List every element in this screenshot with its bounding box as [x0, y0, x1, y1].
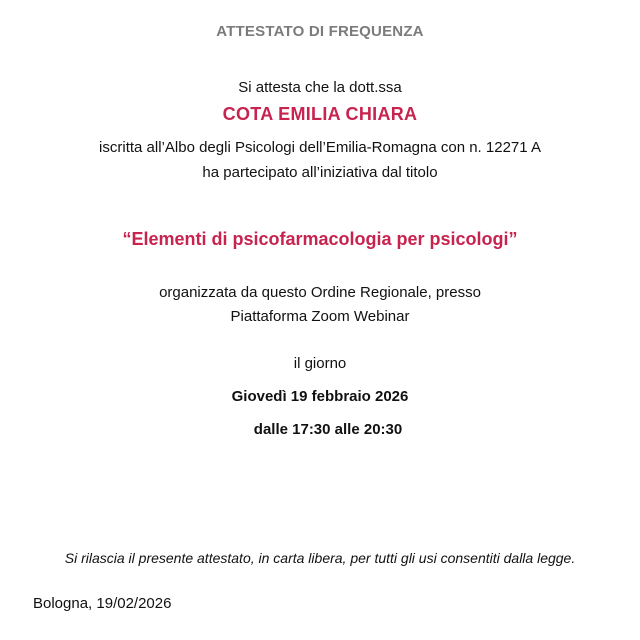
event-date: Giovedì 19 febbraio 2026 — [231, 388, 409, 405]
event-time: dalle 17:30 alle 20:30 — [253, 421, 403, 438]
intro-text: Si attesta che la dott.ssa — [238, 79, 402, 96]
place-and-date: Bologna, 19/02/2026 — [33, 595, 172, 612]
disclaimer-text: Si rilascia il presente attestato, in carta libera, per tutti gli usi consentiti dalla legge. — [64, 550, 576, 566]
course-title: “Elementi di psicofarmacologia per psicologi” — [122, 229, 518, 249]
organizer-text: organizzata da questo Ordine Regionale, presso — [159, 284, 481, 301]
certificate-heading: ATTESTATO DI FREQUENZA — [216, 23, 424, 40]
registration-text: iscritta all’Albo degli Psicologi dell’Emilia-Romagna con n. 12271 A — [99, 139, 541, 156]
recipient-name: COTA EMILIA CHIARA — [222, 104, 418, 124]
participation-text: ha partecipato all’iniziativa dal titolo — [202, 164, 438, 181]
day-label: il giorno — [293, 355, 347, 372]
platform-text: Piattaforma Zoom Webinar — [230, 308, 410, 325]
